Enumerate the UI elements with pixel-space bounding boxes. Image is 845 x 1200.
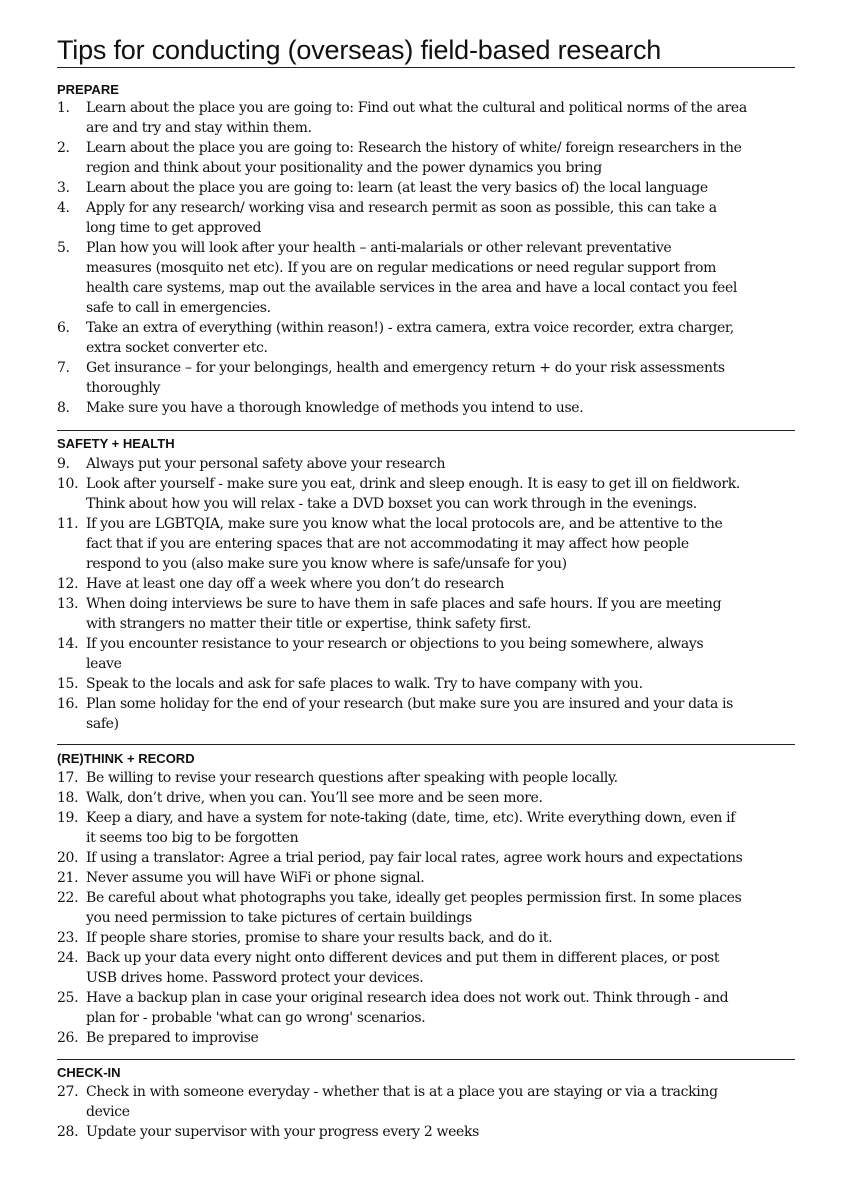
section-heading-prepare: PREPARE xyxy=(57,82,119,97)
item-text-line: Check in with someone everyday - whether that is at a place you are staying or via a tracking xyxy=(86,1084,718,1100)
item-text-line: If people share stories, promise to share your results back, and do it. xyxy=(86,930,553,946)
safety-health-list xyxy=(57,454,797,734)
item-number: 4. xyxy=(57,200,70,216)
list-item xyxy=(57,988,797,1028)
item-text-line: Take an extra of everything (within reason!) - extra camera, extra voice recorder, extra charger, xyxy=(86,320,734,336)
item-number: 16. xyxy=(57,696,79,712)
item-text-line: Look after yourself - make sure you eat, drink and sleep enough. It is easy to get ill on fieldwork. xyxy=(86,476,740,492)
page-title: Tips for conducting (overseas) field-based research xyxy=(57,35,662,65)
item-number: 8. xyxy=(57,400,70,416)
list-item xyxy=(57,318,797,358)
section-rule xyxy=(57,430,795,431)
list-item xyxy=(57,928,797,948)
item-text-line: respond to you (also make sure you know where is safe/unsafe for you) xyxy=(86,556,567,572)
item-text-line: leave xyxy=(86,656,122,672)
list-item xyxy=(57,454,797,474)
list-item xyxy=(57,238,797,318)
item-text-line: Be willing to revise your research questions after speaking with people locally. xyxy=(86,770,618,786)
list-item xyxy=(57,178,797,198)
item-number: 6. xyxy=(57,320,70,336)
item-number: 14. xyxy=(57,636,79,652)
item-number: 3. xyxy=(57,180,70,196)
check-in-list xyxy=(57,1082,797,1142)
list-item xyxy=(57,594,797,634)
item-text-line: Be prepared to improvise xyxy=(86,1030,259,1046)
item-text-line: fact that if you are entering spaces that are not accommodating it may affect how people xyxy=(86,536,689,552)
item-text-line: Learn about the place you are going to: Research the history of white/ foreign researchers in the xyxy=(86,140,742,156)
item-text-line: Back up your data every night onto different devices and put them in different places, or post xyxy=(86,950,720,966)
item-text-line: region and think about your positionality and the power dynamics you bring xyxy=(86,160,602,176)
item-text-line: Walk, don’t drive, when you can. You’ll see more and be seen more. xyxy=(86,790,543,806)
item-text-line: If using a translator: Agree a trial period, pay fair local rates, agree work hours and expectations xyxy=(86,850,743,866)
item-text-line: Speak to the locals and ask for safe places to walk. Try to have company with you. xyxy=(86,676,643,692)
rethink-record-list xyxy=(57,768,797,1048)
item-number: 12. xyxy=(57,576,79,592)
item-number: 11. xyxy=(57,516,79,532)
section-rule xyxy=(57,1059,795,1060)
list-item xyxy=(57,574,797,594)
item-number: 24. xyxy=(57,950,79,966)
item-text-line: health care systems, map out the available services in the area and have a local contact you feel xyxy=(86,280,738,296)
list-item xyxy=(57,1082,797,1122)
list-item xyxy=(57,948,797,988)
item-text-line: safe to call in emergencies. xyxy=(86,300,271,316)
item-number: 25. xyxy=(57,990,79,1006)
list-item xyxy=(57,474,797,514)
item-text-line: with strangers no matter their title or expertise, think safety first. xyxy=(86,616,532,632)
item-text-line: device xyxy=(86,1104,130,1120)
item-number: 19. xyxy=(57,810,79,826)
item-text-line: Always put your personal safety above your research xyxy=(86,456,446,472)
item-text-line: Learn about the place you are going to: learn (at least the very basics of) the local language xyxy=(86,180,708,196)
list-item xyxy=(57,768,797,788)
item-number: 10. xyxy=(57,476,79,492)
item-text-line: Apply for any research/ working visa and research permit as soon as possible, this can take a xyxy=(86,200,717,216)
item-text-line: extra socket converter etc. xyxy=(86,340,268,356)
list-item xyxy=(57,138,797,178)
item-number: 1. xyxy=(57,100,70,116)
item-text-line: thoroughly xyxy=(86,380,161,396)
list-item xyxy=(57,1028,797,1048)
section-heading-check-in: CHECK-IN xyxy=(57,1065,121,1080)
item-number: 28. xyxy=(57,1124,79,1140)
item-number: 21. xyxy=(57,870,79,886)
item-text-line: If you are LGBTQIA, make sure you know what the local protocols are, and be attentive to the xyxy=(86,516,723,532)
item-text-line: If you encounter resistance to your research or objections to you being somewhere, always xyxy=(86,636,704,652)
list-item xyxy=(57,694,797,734)
list-item xyxy=(57,788,797,808)
list-item xyxy=(57,198,797,238)
section-rule xyxy=(57,744,795,745)
item-text-line: Have at least one day off a week where you don’t do research xyxy=(86,576,505,592)
item-number: 23. xyxy=(57,930,79,946)
item-number: 18. xyxy=(57,790,79,806)
item-text-line: Keep a diary, and have a system for note-taking (date, time, etc). Write everything down, even if xyxy=(86,810,736,826)
item-text-line: it seems too big to be forgotten xyxy=(86,830,299,846)
list-item xyxy=(57,358,797,398)
item-number: 22. xyxy=(57,890,79,906)
item-number: 5. xyxy=(57,240,70,256)
item-text-line: USB drives home. Password protect your devices. xyxy=(86,970,424,986)
item-text-line: Think about how you will relax - take a DVD boxset you can work through in the evenings. xyxy=(86,496,697,512)
item-text-line: Update your supervisor with your progress every 2 weeks xyxy=(86,1124,479,1140)
title-rule xyxy=(57,67,795,68)
item-number: 2. xyxy=(57,140,70,156)
item-text-line: Plan how you will look after your health – anti-malarials or other relevant preventative xyxy=(86,240,672,256)
item-number: 9. xyxy=(57,456,70,472)
list-item xyxy=(57,1122,797,1142)
item-number: 27. xyxy=(57,1084,79,1100)
list-item xyxy=(57,398,797,418)
section-heading-safety-health: SAFETY + HEALTH xyxy=(57,436,175,451)
list-item xyxy=(57,848,797,868)
item-text-line: Have a backup plan in case your original research idea does not work out. Think through - and xyxy=(86,990,729,1006)
list-item xyxy=(57,868,797,888)
item-text-line: measures (mosquito net etc). If you are on regular medications or need regular support from xyxy=(86,260,716,276)
item-text-line: long time to get approved xyxy=(86,220,262,236)
list-item xyxy=(57,808,797,848)
list-item xyxy=(57,674,797,694)
item-text-line: Never assume you will have WiFi or phone signal. xyxy=(86,870,425,886)
item-text-line: Get insurance – for your belongings, health and emergency return + do your risk assessments xyxy=(86,360,725,376)
item-text-line: Plan some holiday for the end of your research (but make sure you are insured and your data is xyxy=(86,696,734,712)
prepare-list xyxy=(57,98,797,418)
item-number: 17. xyxy=(57,770,79,786)
item-number: 15. xyxy=(57,676,79,692)
item-text-line: plan for - probable 'what can go wrong' scenarios. xyxy=(86,1010,426,1026)
list-item xyxy=(57,98,797,138)
item-text-line: Be careful about what photographs you take, ideally get peoples permission first. In some places xyxy=(86,890,742,906)
item-number: 20. xyxy=(57,850,79,866)
item-number: 13. xyxy=(57,596,79,612)
item-text-line: you need permission to take pictures of certain buildings xyxy=(86,910,472,926)
item-text-line: Learn about the place you are going to: Find out what the cultural and political norms of the area xyxy=(86,100,747,116)
item-text-line: When doing interviews be sure to have them in safe places and safe hours. If you are meeting xyxy=(86,596,722,612)
list-item xyxy=(57,634,797,674)
section-heading-rethink-record: (RE)THINK + RECORD xyxy=(57,751,195,766)
item-text-line: Make sure you have a thorough knowledge of methods you intend to use. xyxy=(86,400,584,416)
list-item xyxy=(57,888,797,928)
list-item xyxy=(57,514,797,574)
item-text-line: are and try and stay within them. xyxy=(86,120,312,136)
item-text-line: safe) xyxy=(86,716,119,732)
item-number: 7. xyxy=(57,360,70,376)
item-number: 26. xyxy=(57,1030,79,1046)
